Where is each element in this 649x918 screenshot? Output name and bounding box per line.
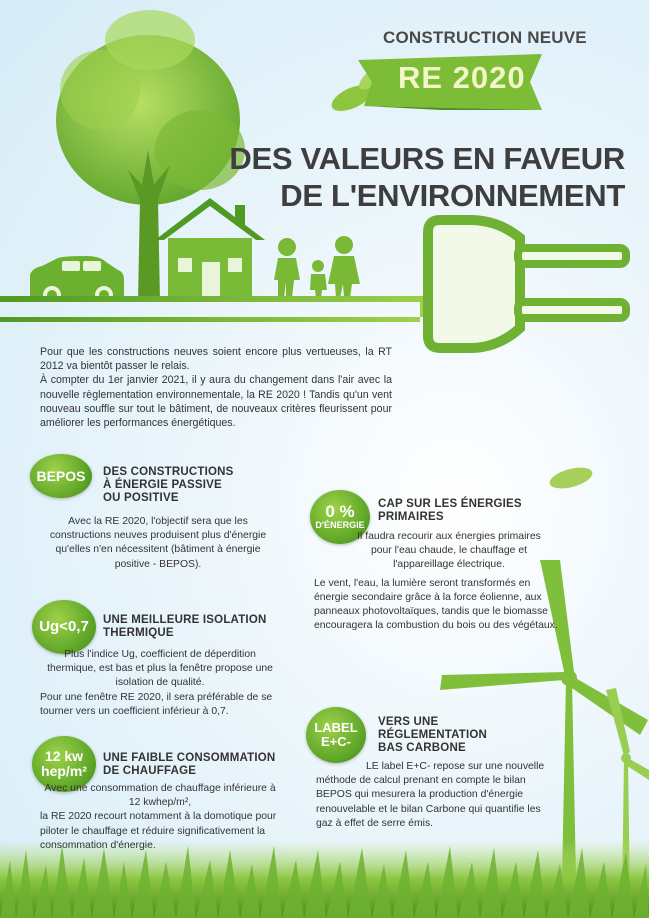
isolation-body: [40, 648, 280, 719]
energies-title: [378, 498, 558, 524]
carbone-body: LE label E+C- repose sur une nouvelle méthode de calcul prenant en compte le bilan BEPOS qui mesurera la production d'énergie renouvelable et le bilan Carbone qui quantifie les gaz à effet de serre émis.: [316, 761, 545, 829]
energies-badge-line-1: 0 %: [325, 502, 355, 522]
carbone-badge-line-2: E+C-: [321, 734, 351, 749]
carbone-title-line-3: BAS CARBONE: [378, 742, 466, 754]
bepos-title-line-2: À ÉNERGIE PASSIVE: [103, 479, 222, 491]
carbone-title: [378, 716, 558, 755]
conso-body: [40, 782, 280, 853]
bepos-title: [103, 466, 283, 505]
isolation-title-line-1: UNE MEILLEURE ISOLATION: [103, 614, 267, 626]
isolation-badge: Ug<0,7: [32, 600, 96, 654]
carbone-badge-line-1: LABEL: [314, 720, 358, 736]
ribbon-label: RE 2020: [398, 60, 526, 95]
page-title: [229, 140, 625, 214]
conso-body-1: Avec une consommation de chauffage inférieure à 12 kwhep/m²,: [44, 783, 276, 809]
intro-text: [40, 345, 392, 430]
bepos-title-line-1: DES CONSTRUCTIONS: [103, 466, 234, 478]
conso-title-line-1: UNE FAIBLE CONSOMMATION: [103, 752, 276, 764]
energies-body-1: Il faudra recourir aux énergies primaires pour l'eau chaude, le chauffage et l'appareillage électrique.: [357, 531, 541, 571]
isolation-body-2: Pour une fenêtre RE 2020, il sera préférable de se tourner vers un coefficient inférieur à 0,7.: [40, 691, 273, 717]
energies-title-line-2: PRIMAIRES: [378, 511, 444, 523]
intro-paragraph-1: Pour que les constructions neuves soient encore plus vertueuses, la RT 2012 va bientôt passer le relais.: [40, 346, 392, 373]
conso-badge-line-1: 12 kw: [44, 748, 84, 765]
energies-body: [314, 530, 564, 633]
carbone-badge: [306, 707, 366, 763]
floating-leaf-icon: [547, 464, 594, 493]
plug-icon: [428, 220, 626, 348]
conso-title: [103, 752, 288, 778]
bepos-body: Avec la RE 2020, l'objectif sera que les constructions neuves produisent plus d'énergie qu'elles n'en nécessitent (bâtiment à énergie positive - BEPOS).: [49, 516, 267, 570]
isolation-body-1: Plus l'indice Ug, coefficient de déperdition thermique, est bas et plus la fenêtre propose une isolation de qualité.: [47, 649, 273, 689]
kicker-label: CONSTRUCTION NEUVE: [383, 28, 587, 47]
cable-line-icon: [0, 296, 440, 322]
bepos-badge: BEPOS: [30, 454, 92, 498]
carbone-title-line-2: RÉGLEMENTATION: [378, 729, 488, 741]
intro-paragraph-2: À compter du 1er janvier 2021, il y aura du changement dans l'air avec la nouvelle règlementation environnementale, la RE 2020 ! Tandis qu'un vent nouveau souffle sur tout le bâtiment, de nouveaux critères fleurissent pour améliorer les performances énergétiques.: [40, 374, 392, 430]
bepos-title-line-3: OU POSITIVE: [103, 492, 179, 504]
isolation-title-line-2: THERMIQUE: [103, 627, 174, 639]
carbone-title-line-1: VERS UNE: [378, 716, 439, 728]
title-line-1: DES VALEURS EN FAVEUR: [229, 141, 625, 176]
energies-body-2: Le vent, l'eau, la lumière seront transformés en énergie secondaire grâce à la force éolienne, aux panneaux photovoltaïques, tandis que le biomasse encouragera la combustion du bois ou des végétaux.: [314, 577, 558, 632]
conso-badge-line-2: hep/m²: [41, 763, 87, 779]
energies-title-line-1: CAP SUR LES ÉNERGIES: [378, 498, 522, 510]
isolation-title: [103, 614, 288, 640]
energies-badge-line-2: D'ÉNERGIE: [315, 520, 365, 531]
conso-title-line-2: DE CHAUFFAGE: [103, 765, 197, 777]
title-line-2: DE L'ENVIRONNEMENT: [280, 178, 625, 213]
family-icon: [274, 236, 360, 298]
conso-body-2: la RE 2020 recourt notamment à la domotique pour piloter le chauffage et réduire significativement la consommation d'énergie.: [40, 811, 277, 851]
